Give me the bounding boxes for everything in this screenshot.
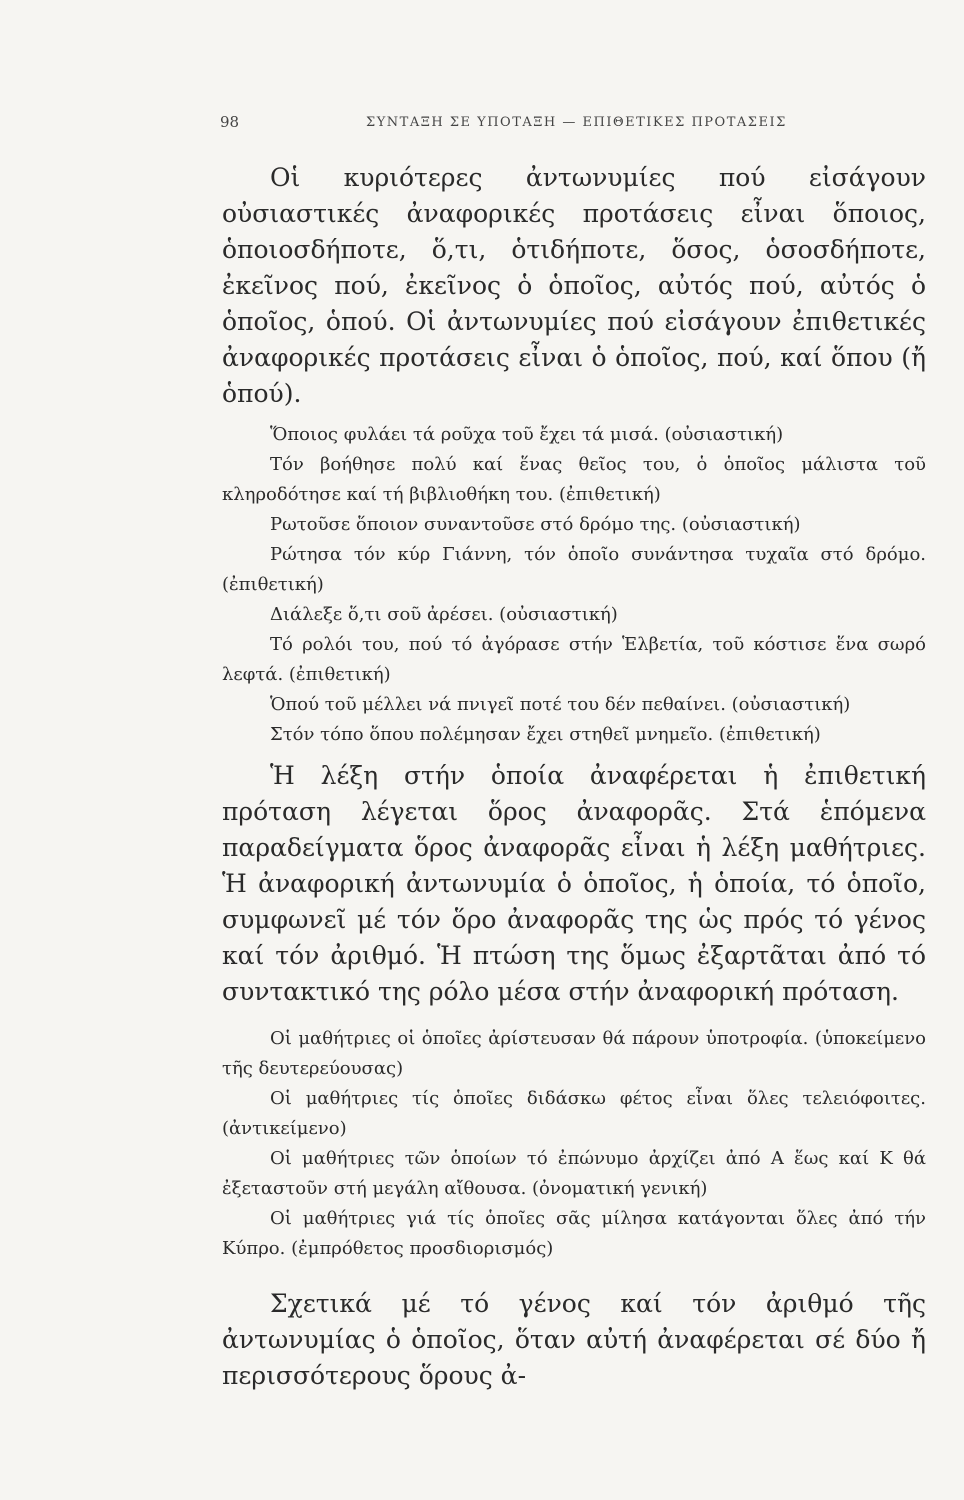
example-line: Ὅποιος φυλάει τά ροῦχα τοῦ ἔχει τά μισά. (οὐσιαστική) — [270, 424, 784, 445]
example-line: Τόν βοήθησε πολύ καί ἕνας θεῖος του, ὁ ὁποῖος μάλιστα τοῦ κληροδότησε καί τή βιβλιοθήκη του. (ἐπιθετική) — [222, 454, 926, 505]
example-line: Οἱ μαθήτριες τίς ὁποῖες διδάσκω φέτος εἶναι ὅλες τελειόφοιτες. (ἀντικείμενο) — [222, 1088, 926, 1139]
example-line: Στόν τόπο ὅπου πολέμησαν ἔχει στηθεῖ μνημεῖο. (ἐπιθετική) — [270, 724, 821, 745]
page-header — [220, 113, 864, 137]
example-line: Οἱ μαθήτριες τῶν ὁποίων τό ἐπώνυμο ἀρχίζει ἀπό Α ἕως καί Κ θά ἐξεταστοῦν στή μεγάλη αἴθουσα. (ὀνοματική γενική) — [222, 1148, 926, 1199]
example-line: Διάλεξε ὅ,τι σοῦ ἀρέσει. (οὐσιαστική) — [270, 604, 618, 625]
reference-term-paragraph: Ἡ λέξη στήν ὁποία ἀναφέρεται ἡ ἐπιθετική πρόταση λέγεται ὅρος ἀναφορᾶς. Στά ἑπόμενα παραδείγματα ὅρος ἀναφορᾶς εἶναι ἡ λέξη μαθήτριες. Ἡ ἀναφορική ἀντωνυμία ὁ ὁποῖος, ἡ ὁποία, τό ὁποῖο, συμφωνεῖ μέ τόν ὅρο ἀναφορᾶς της ὡς πρός τό γένος καί τόν ἀριθμό. Ἡ πτώση της ὅμως ἐξαρτᾶται ἀπό τό συντακτικό της ρόλο μέσα στήν ἀναφορική πρόταση. — [222, 761, 926, 1006]
example-line: Τό ρολόι του, πού τό ἀγόρασε στήν Ἑλβετία, τοῦ κόστισε ἕνα σωρό λεφτά. (ἐπιθετική) — [222, 634, 926, 685]
page-body — [222, 160, 926, 1394]
intro-paragraph: Οἱ κυριότερες ἀντωνυμίες πού εἰσάγουν οὐσιαστικές ἀναφορικές προτάσεις εἶναι ὅποιος, ὁποιοσδήποτε, ὅ,τι, ὁτιδήποτε, ὅσος, ὁσοσδήποτε, ἐκεῖνος πού, ἐκεῖνος ὁ ὁποῖος, αὐτός πού, αὐτός ὁ ὁποῖος, ὁπού. Οἱ ἀντωνυμίες πού εἰσάγουν ἐπιθετικές ἀναφορικές προτάσεις εἶναι ὁ ὁποῖος, πού, καί ὅπου (ἤ ὁπού). — [222, 163, 926, 408]
example-line: Οἱ μαθήτριες γιά τίς ὁποῖες σᾶς μίλησα κατάγονται ὅλες ἀπό τήν Κύπρο. (ἐμπρόθετος προσδιορισμός) — [222, 1208, 926, 1259]
running-title: ΣΥΝΤΑΞΗ ΣΕ ΥΠΟΤΑΞΗ — ΕΠΙΘΕΤΙΚΕΣ ΠΡΟΤΑΣΕΙΣ — [366, 115, 787, 130]
page-number: 98 — [220, 113, 240, 131]
example-line: Ὁπού τοῦ μέλλει νά πνιγεῖ ποτέ του δέν πεθαίνει. (οὐσιαστική) — [270, 694, 851, 715]
example-line: Οἱ μαθήτριες οἱ ὁποῖες ἀρίστευσαν θά πάρουν ὑποτροφία. (ὑποκείμενο τῆς δευτερεύουσας) — [222, 1028, 926, 1079]
example-line: Ρωτοῦσε ὅποιον συναντοῦσε στό δρόμο της. (οὐσιαστική) — [270, 514, 801, 535]
gender-number-paragraph: Σχετικά μέ τό γένος καί τόν ἀριθμό τῆς ἀντωνυμίας ὁ ὁποῖος, ὅταν αὐτή ἀναφέρεται σέ δύο ἤ περισσότερους ὅρους ἀ- — [222, 1289, 926, 1390]
example-line: Ρώτησα τόν κύρ Γιάννη, τόν ὁποῖο συνάντησα τυχαῖα στό δρόμο. (ἐπιθετική) — [222, 544, 926, 595]
